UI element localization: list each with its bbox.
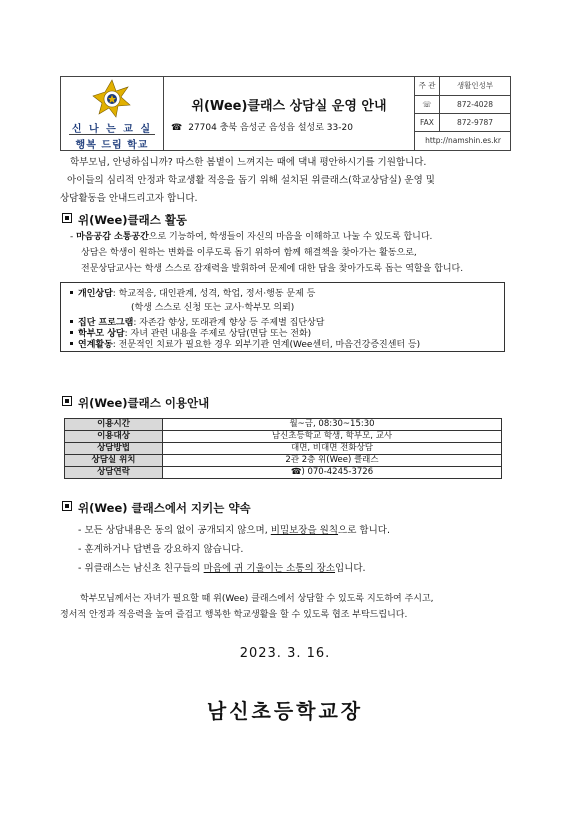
activity-label: 집단 프로그램 <box>78 318 134 328</box>
section-square-icon <box>62 213 72 223</box>
info-value: 생활인성부 <box>456 81 494 90</box>
info-key: 주 관 <box>415 77 440 95</box>
promise-line-3 <box>78 563 366 575</box>
activity-label: 학부모 상담 <box>78 329 125 339</box>
activity-item <box>70 289 315 300</box>
activity-item <box>70 340 420 351</box>
row-label: 상담방법 <box>65 443 163 455</box>
info-value: 872-4028 <box>456 100 494 109</box>
letter-header <box>60 76 511 151</box>
principal-signature: 남신초등학교장 <box>206 699 364 723</box>
row-value: 남신초등학교 학생, 학부모, 교사 <box>163 431 502 443</box>
promise-emphasis: 마음에 귀 기울이는 소통의 장소 <box>203 563 336 574</box>
promise-text: 으로 합니다. <box>338 525 390 536</box>
promise-emphasis: 비밀보장을 원칙 <box>270 525 339 536</box>
motto-divider <box>69 134 155 135</box>
bullet-icon <box>70 331 73 334</box>
section-heading-activities <box>62 212 187 228</box>
activity-text: : 학교적응, 대인관계, 성격, 학업, 정서·행동 문제 등 <box>112 289 316 299</box>
contact-info-table <box>414 77 510 150</box>
info-row-dept <box>414 77 510 95</box>
table-row <box>65 443 502 455</box>
bullet-icon <box>70 320 73 323</box>
closing-line-1: 학부모님께서는 자녀가 필요할 때 위(Wee) 클래스에서 상담할 수 있도록 지도하여 주시고, <box>80 594 434 604</box>
row-label: 상담연락 <box>65 467 163 479</box>
section-square-icon <box>62 396 72 406</box>
activity-text: : 전문적인 치료가 필요한 경우 외부기관 연계(Wee센터, 마음건강증진센터 등) <box>112 340 421 350</box>
activities-box <box>60 282 505 352</box>
promise-line-2: - 훈계하거나 답변을 강요하지 않습니다. <box>78 544 244 555</box>
table-row <box>65 455 502 467</box>
info-row-url <box>414 131 510 150</box>
row-value: 월~금, 08:30~15:30 <box>163 419 502 431</box>
page-title: 위(Wee)클래스 상담실 운영 안내 <box>191 99 387 114</box>
activity-item-note: (학생 스스로 신청 또는 교사·학부모 의뢰) <box>131 303 295 313</box>
row-value: 대면, 비대면 전화상담 <box>163 443 502 455</box>
section-title: 위(Wee) 클래스에서 지키는 약속 <box>78 501 251 515</box>
promise-text: 입니다. <box>335 563 366 574</box>
para-text: 전문상담교사는 학생 스스로 잠재력을 발휘하여 문제에 대한 답을 찾아가도록 돕는 역할을 합니다. <box>81 264 464 274</box>
activity-text: : 자녀 관련 내용을 주제로 상담(면담 또는 전화) <box>124 329 312 339</box>
row-value: 2관 2층 위(Wee) 클래스 <box>163 455 502 467</box>
info-row-fax <box>414 113 510 131</box>
postal-icon: ☎ <box>171 123 183 133</box>
info-value: 872-9787 <box>456 118 494 127</box>
document-date: 2023. 3. 16. <box>239 646 331 661</box>
row-label: 이용대상 <box>65 431 163 443</box>
activity-text: : 자존감 향상, 또래관계 향상 등 주제별 집단상담 <box>133 318 325 328</box>
school-url: http://namshin.es.kr <box>425 136 501 145</box>
row-label: 상담실 위치 <box>65 455 163 467</box>
activity-para-2: 상담은 학생이 원하는 변화를 이루도록 돕기 위하여 함께 해결책을 찾아가는 활동으로, <box>81 248 417 258</box>
intro-line-3: 상담활동을 안내드리고자 합니다. <box>60 193 198 204</box>
school-logo-area <box>61 77 164 150</box>
school-address <box>171 120 411 133</box>
school-motto-line1: 신 나 는 교 실 <box>71 124 153 135</box>
table-row <box>65 419 502 431</box>
promise-text: - 위클래스는 남신초 친구들의 <box>78 563 204 574</box>
emphasis-text: 마음공감 소통공간 <box>76 232 149 242</box>
usage-table <box>64 418 502 479</box>
table-row <box>65 467 502 479</box>
info-row-phone <box>414 95 510 113</box>
closing-line-2: 정서적 안정과 적응력을 높여 즐겁고 행복한 학교생활을 할 수 있도록 협조 부탁드립니다. <box>60 610 408 620</box>
school-motto-line2: 행복 드림 학교 <box>75 140 149 151</box>
bullet-icon <box>70 342 73 345</box>
section-title: 위(Wee)클래스 이용안내 <box>78 396 210 410</box>
para-text: 으로 기능하여, 학생들이 자신의 마음을 이해하고 나눌 수 있도록 합니다. <box>148 232 433 242</box>
activity-item <box>70 318 324 329</box>
intro-line-1: 학부모님, 안녕하십니까? 따스한 봄볕이 느껴지는 때에 댁내 평안하시기를 기원합니다. <box>70 157 427 168</box>
info-key: FAX <box>415 114 440 132</box>
phone-icon: ☏ <box>415 96 440 114</box>
address-text: 27704 충북 음성군 음성읍 설성로 33-20 <box>188 123 353 133</box>
activity-para-3 <box>81 263 463 275</box>
row-label: 이용시간 <box>65 419 163 431</box>
promise-text: - 모든 상담내용은 동의 없이 공개되지 않으며, <box>78 525 271 536</box>
intro-line-2: 아이들의 심리적 안정과 학교생활 적응을 돕기 위해 설치된 위클래스(학교상담실) 운영 및 <box>67 175 435 186</box>
activity-para-1: - 마음공감 소통공간으로 기능하여, 학생들이 자신의 마음을 이해하고 나눌 수 있도록 합니다. <box>70 232 433 242</box>
promise-line-1 <box>78 525 390 537</box>
bullet-icon <box>70 291 73 294</box>
activity-item <box>70 329 311 340</box>
table-row <box>65 431 502 443</box>
section-heading-promises <box>62 500 251 516</box>
section-square-icon <box>62 501 72 511</box>
section-heading-usage <box>62 395 209 411</box>
row-value: ☎) 070-4245-3726 <box>163 467 502 479</box>
activity-label: 연계활동 <box>78 340 113 350</box>
activity-label: 개인상담 <box>78 289 113 299</box>
section-title: 위(Wee)클래스 활동 <box>78 213 188 227</box>
school-emblem-icon <box>91 79 133 119</box>
